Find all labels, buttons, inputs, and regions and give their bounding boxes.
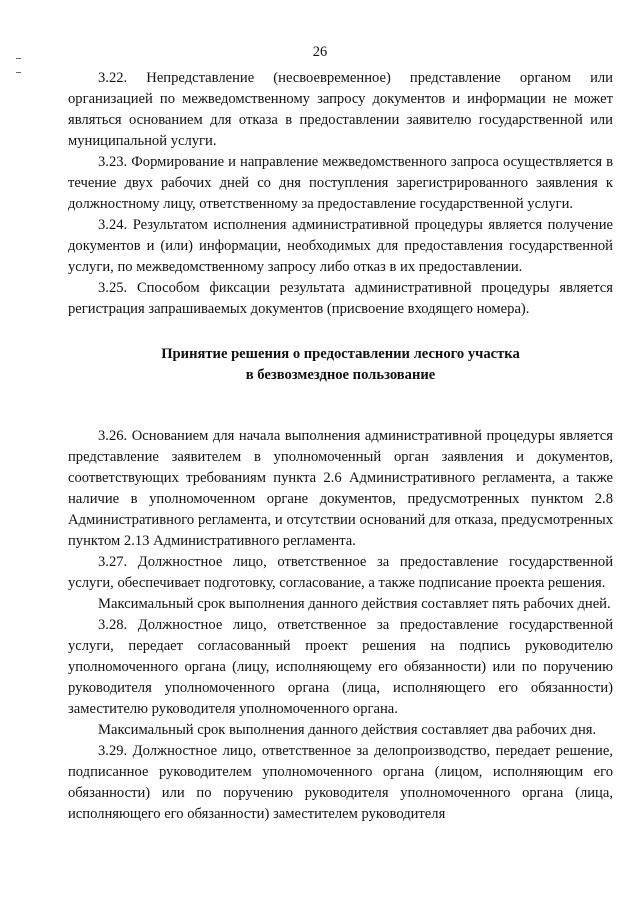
paragraph-3-27: 3.27. Должностное лицо, ответственное за предоставление государственной услуги, обеспечивает подготовку, согласование, а также подписание проекта решения. [68,554,613,591]
document-body [68,68,613,825]
section-heading-line2: в безвозмездное пользование [245,367,436,383]
paragraph-deadline-2: Максимальный срок выполнения данного действия составляет два рабочих дня. [98,722,597,738]
paragraph-3-29: 3.29. Должностное лицо, ответственное за делопроизводство, передает решение, подписанное руководителем уполномоченного органа (лицом, исполняющим его обязанности) или по поручению руководителя уполномоченного органа (лица, исполняющего его обязанности) заместителем руководителя [68,743,613,822]
page-number: 26 [312,44,328,60]
section-heading [68,344,613,386]
paragraph-3-25: 3.25. Способом фиксации результата административной процедуры является регистрация запрашиваемых документов (присвоение входящего номера). [68,280,613,317]
paragraph-3-28: 3.28. Должностное лицо, ответственное за предоставление государственной услуги, передает согласованный проект решения на подпись руководителю уполномоченного органа (лицу, исполняющему его обязанности) или по поручению руководителя уполномоченного органа (лица, исполняющего его обязанности) заместителю руководителя уполномоченного органа. [68,617,613,717]
paragraph-3-24: 3.24. Результатом исполнения административной процедуры является получение документов и (или) информации, необходимых для предоставления государственной услуги, по межведомственному запросу либо отказ в их предоставлении. [68,217,613,275]
scan-mark [16,72,21,73]
paragraph-3-22: 3.22. Непредставление (несвоевременное) представление органом или организацией по межведомственному запросу документов и информации не может являться основанием для отказа в предоставлении заявителю государственной или муниципальной услуги. [68,70,613,149]
paragraph-3-23: 3.23. Формирование и направление межведомственного запроса осуществляется в течение двух рабочих дней со дня поступления зарегистрированного заявления к должностному лицу, ответственному за предоставление государственной услуги. [68,154,613,212]
paragraph-deadline-1: Максимальный срок выполнения данного действия составляет пять рабочих дней. [98,596,611,612]
section-heading-line1: Принятие решения о предоставлении лесного участка [161,346,520,362]
paragraph-3-26: 3.26. Основанием для начала выполнения административной процедуры является представление заявителем в уполномоченный орган заявления и документов, соответствующих требованиям пункта 2.6 Административного регламента, а также наличие в уполномоченном органе документов, предусмотренных пунктом 2.8 Административного регламента, и отсутствии оснований для отказа, предусмотренных пунктом 2.13 Административного регламента. [68,428,613,549]
